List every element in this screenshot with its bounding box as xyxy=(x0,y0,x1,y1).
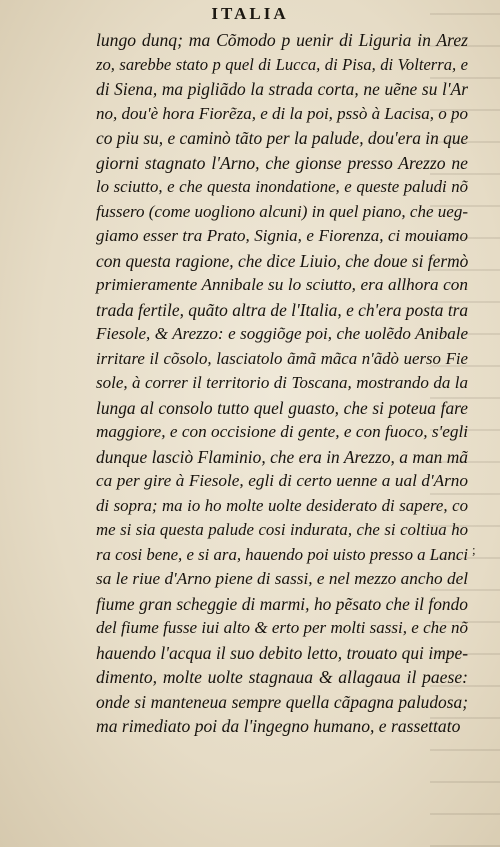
text-line: Fiesole, & Arezzo: e soggiõge poi, che uolẽdo Anibale xyxy=(96,324,468,343)
text-line: del fiume fusse iui alto & erto per molti sassi, e che nõ xyxy=(96,618,468,637)
text-line: di sopra; ma io ho molte uolte desiderato di sapere, co xyxy=(96,495,468,515)
text-line: co piu su, e caminò tãto per la palude, dou'era in que xyxy=(96,128,469,148)
text-line: fiume gran scheggie di marmi, ho pẽsato che il fondo xyxy=(96,593,468,614)
text-line: fussero (come uogliono alcuni) in quel piano, che ueg- xyxy=(96,201,468,221)
text-line: giorni stagnato l'Arno, che gionse presso Arezzo ne xyxy=(96,152,468,173)
margin-mark: ; xyxy=(472,542,476,557)
text-line: ma rimediato poi da l'ingegno humano, e rassettato xyxy=(96,716,461,736)
body-text xyxy=(96,28,468,739)
text-line: lunga al consolo tutto quel guasto, che si poteua fare xyxy=(96,397,468,418)
text-line: primieramente Annibale su lo sciutto, era allhora con xyxy=(96,275,468,294)
text-line: zo, sarebbe stato p quel di Lucca, di Pisa, di Volterra, e xyxy=(96,54,468,74)
text-line: di Siena, ma pigliãdo la strada corta, ne uẽne su l'Ar xyxy=(96,79,468,99)
text-line: ca per gire à Fiesole, egli di certo uenne a ual d'Arno xyxy=(96,471,468,490)
text-line: hauendo l'acqua il suo debito letto, trouato qui impe- xyxy=(96,642,468,663)
running-header: ITALIA xyxy=(211,4,289,23)
text-line: irritare il cõsolo, lasciatolo ãmã mãca n'ãdò uerso Fie xyxy=(96,348,468,368)
text-line: giamo esser tra Prato, Signia, e Fiorenza, ci mouiamo xyxy=(96,226,468,245)
text-line: sole, à correr il territorio di Toscana, mostrando da la xyxy=(96,373,468,392)
text-line: lungo dunq; ma Cõmodo p uenir di Liguria in Arez xyxy=(96,30,468,50)
text-line: sa le riue d'Arno piene di sassi, e nel mezzo ancho del xyxy=(96,569,468,588)
text-line: lo sciutto, e che questa inondatione, e queste paludi nõ xyxy=(96,177,468,196)
text-line: maggiore, e con occisione di gente, e con fuoco, s'egli xyxy=(96,422,468,441)
text-line: me si sia questa palude cosi indurata, che si coltiua ho xyxy=(96,520,468,539)
text-line: con questa ragione, che dice Liuio, che doue si fermò xyxy=(96,250,469,271)
text-line: dunque lasciò Flaminio, che era in Arezzo, a man mã xyxy=(96,446,468,467)
text-line: ra cosi bene, e si ara, hauendo poi uisto presso a Lanci xyxy=(96,544,468,564)
text-line: onde si manteneua sempre quella cãpagna paludosa; xyxy=(96,691,468,712)
text-line: dimento, molte uolte stagnaua & allagaua il paese: xyxy=(96,667,468,687)
text-line: trada fertile, quãto altra de l'Italia, e ch'era posta tra xyxy=(96,299,469,320)
text-line: no, dou'è hora Fiorẽza, e di la poi, pssò à Lacisa, o po xyxy=(96,103,468,123)
